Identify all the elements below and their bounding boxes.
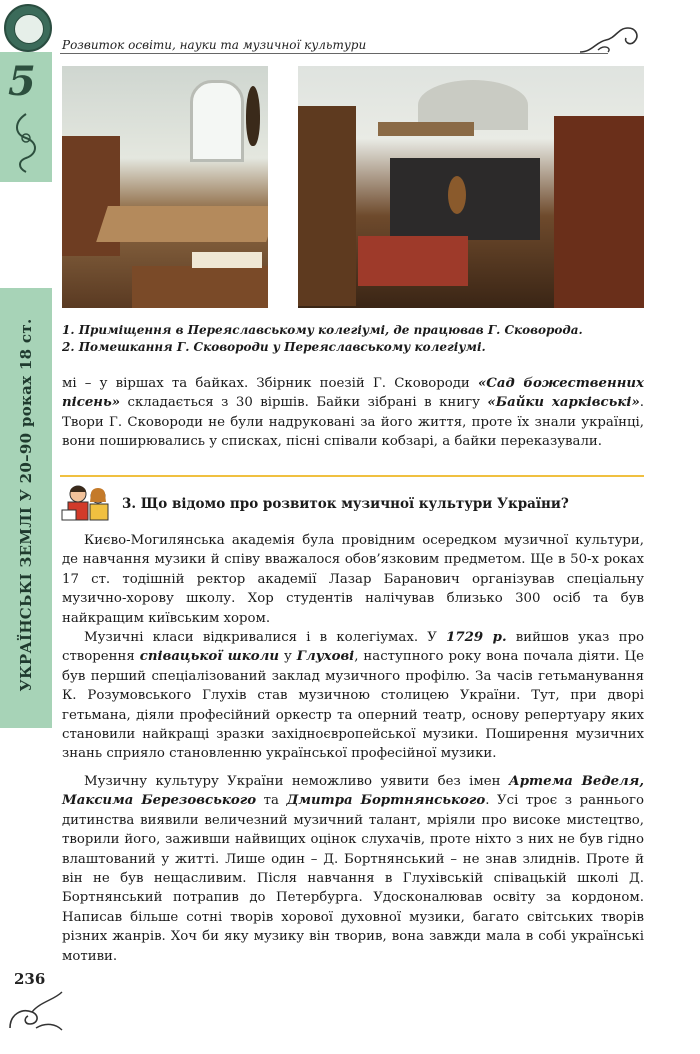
left-margin-band [0,0,52,1054]
caption-1: 1. Приміщення в Переяславському колегіумі, де працював Г. Сковорода. [62,323,583,337]
paragraph-1: мі – у віршах та байках. Збірник поезій Г. Сковороди «Сад божественних пісень» складається з 30 віршів. Байки зібрані в книгу «Байки харківські». Твори Г. Сковороди не були надруковані за його життя, проте їх знали українці, вони поширювались у списках, пісні співали кобзарі, а байки переказували. [62,376,644,450]
photo-collegium-room [62,66,268,308]
question-heading: 3. Що відомо про розвиток музичної культури України? [122,496,569,512]
paragraph-3: Музичні класи відкривалися і в колегіумах. У 1729 р. вийшов указ про створення співацької школи у Глухові, наступного року вона почала діяти. Це був перший спеціалізований заклад музичного профілю. За часів гетьманування К. Розумовського Глухів став музичною столицею України. Тут, при дворі гетьмана, діяли професійний оркестр та оперний театр, основу репертуару яких становили найкращі зразки західноєвропейської музики. Поширення музичних знань сприяло становленню української професійної музики. [62,630,645,762]
book-emblem-icon [4,4,52,52]
running-title: Розвиток освіти, науки та музичної культури [62,38,367,52]
students-reading-icon [60,482,114,526]
footer-flourish-icon [6,988,66,1032]
chapter-number: 5 [8,58,36,105]
section-divider [60,475,644,477]
paragraph-4: Музичну культуру України неможливо уявити без імен Артема Веделя, Максима Березовського та Дмитра Бортнянського. Усі троє з раннього дитинства виявили величезний музичний талант, мріяли про високе мистецтво, творили його, заживши найвищих оцінок слухачів, проте ніхто з них не був гідно влаштований у житті. Лише один – Д. Бортнянський – не знав злиднів. Проте й він не був нещасливим. Після навчання в Глухівській співацькій школі Д. Бортнянський потрапив до Петербурга. Удосконалював освіту за кордоном. Написав більше сотні творів хорової духовної музики, багато світських творів різних жанрів. Хоч би яку музику він творив, вона завжди мала в собі українські мотиви. [62,774,644,964]
page-number: 236 [14,970,46,988]
side-section-title: УКРАЇНСЬКІ ЗЕМЛІ У 20–90 роках 18 ст. [17,318,35,692]
photo-skovoroda-room [298,66,644,308]
caption-2: 2. Помешкання Г. Сковороди у Переяславському колегіумі. [62,340,486,354]
flourish-ornament-icon [10,112,42,174]
paragraph-2: Києво-Могилянська академія була провідним осередком музичної культури, де навчання музики й співу вважалося обов’язковим предметом. Ще в 50-х роках 17 ст. тодішній ректор академії Лазар Баранович організував спеціальну музично-хорову школу. Хор студентів налічував близько 300 осіб та був найкращим київським хором. [62,533,644,626]
header-rule [60,53,608,54]
corner-flourish-icon [578,22,642,56]
photo-captions [62,322,583,356]
